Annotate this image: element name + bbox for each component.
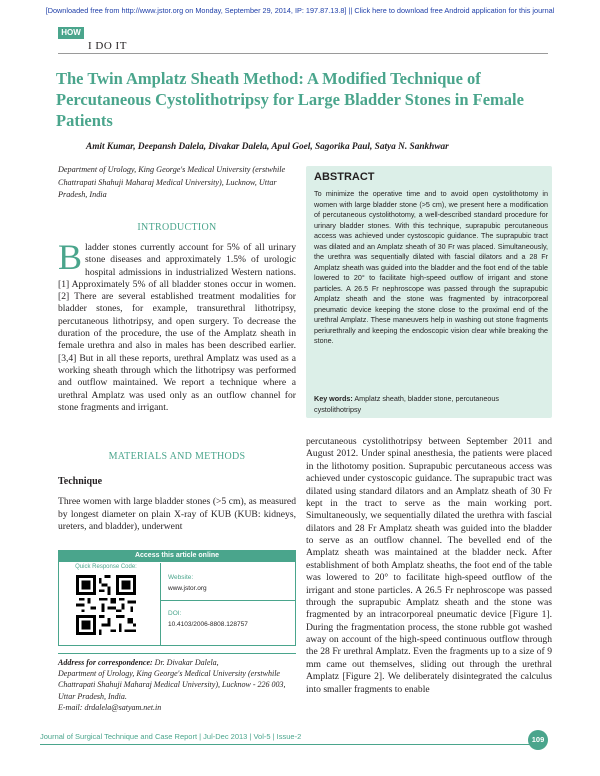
journal-footer: Journal of Surgical Technique and Case Report | Jul-Dec 2013 | Vol-5 | Issue-2 [40,732,302,741]
correspondence-rule [58,653,296,654]
intro-text: ladder stones currently account for 5% of all urinary stone diseases and approximately 1.5% of urologic hospital admissions in industrialized Western nations.[1] Approximately 5% of all bladder stones occur in women.[2] There are several established treatment modalities for bladder stones, for example, transurethral lithotripsy, percutaneous lithotripsy, and open surgery. To decrease the duration of the procedure, the use of the Amplatz sheath in female urethra and also in males has been described earlier.[3,4] But in all these reports, urethral Amplatz was used as a working sheath through which the lithotripsy was performed and outflow maintained. We report a technique where a urethral Amplatz was used only as an outflow channel for stone fragments and irrigant. [58,242,296,413]
qr-label: Quick Response Code: [75,564,137,570]
access-divider-vertical [160,563,161,645]
drop-cap: B [58,237,83,277]
correspondence-label: Address for correspondence: [58,658,153,667]
correspondence-address: Department of Urology, King George's Medical University (erstwhile Chattrapati Shahuji Maharaj Medical University), Lucknow - 226 003, Uttar Pradesh, India. [58,669,286,701]
keywords-label: Key words: [314,394,353,403]
correspondence-email[interactable]: E-mail: drdalela@satyam.net.in [58,702,162,712]
section-tag: HOW [58,27,84,39]
technique-subheading: Technique [58,476,103,487]
website-link[interactable]: www.jstor.org [168,585,207,592]
qr-code-icon[interactable] [76,575,136,635]
abstract-heading: ABSTRACT [314,171,375,183]
author-list: Amit Kumar, Deepansh Dalela, Divakar Dalela, Apul Goel, Sagorika Paul, Satya N. Sankhwar [86,142,449,152]
page-number: 109 [528,730,548,750]
section-label: I DO IT [88,40,127,52]
website-label: Website: [168,574,194,581]
methods-continued-text: percutaneous cystolithotripsy between September 2011 and August 2012. Under spinal anesthesia, the patients were placed in the lithotomy position. Suprapubic percutaneous access was achieved under cystoscopic guidance. The suprapubic tract was dilated using standard dilators and an Amplatz sheath of 30 Fr kept in the tract to serve as the main working port. Simultaneously, we sequentially dilated the urethra with fascial dilators and 28 Fr Amplatz sheath was guided into the bladder to serve as an outflow channel. The bevelled end of the Amplatz sheath was maintained at the bladder neck. After establishment of both Amplatz sheaths, the foot end of the table was lowered to 20° to facilitate high-speed outflow of the irrigant and stone particles. A 26.5 Fr nephroscope was passed through the suprapubic Amplatz sheath and the stone was fragmented by an intracorporeal pneumatic device [Figure 1]. During the fragmentation process, the stone rubble got washed away on account of the high-speed continuous outflow through the 28 Fr urethral Amplatz. Even the fragments up to a size of 9 mm came out themselves, sliding out through the urethral Amplatz [Figure 2]. We deliberately disintegrated the calculus into smaller fragments to enable [306,436,552,695]
keywords [314,394,548,415]
intro-heading: INTRODUCTION [137,222,217,233]
doi-link[interactable]: 10.4103/2006-8808.128757 [168,621,248,628]
article-title: The Twin Amplatz Sheath Method: A Modified Technique of Percutaneous Cystolithotripsy for Large Bladder Stones in Female Patients [56,69,524,130]
doi-label: DOI: [168,610,182,617]
section-divider [58,53,548,54]
correspondence-block [58,657,296,713]
download-banner[interactable]: [Downloaded free from http://www.jstor.org on Monday, September 29, 2014, IP: 197.87.13.8] || Click here to download free Android application for this journal [45,6,555,15]
abstract-text: To minimize the operative time and to avoid open cystolithotomy in women with large bladder stone (>5 cm), we present here a modification of percutaneous cystolithotomy, a well-described standard procedure for urinary bladder stones. With this technique, suprapubic percutaneous access was achieved under cystoscopic guidance. The suprapubic tract was dilated and an Amplatz sheath of 30 Fr was placed. Simultaneously, the urethra was sequentially dilated with fascial dilators and a 28 Fr Amplatz sheath was guided into the bladder and the foot end of the table lowered to 20° to facilitate high-speed outflow of irrigant and stone particles. A 26.5 Fr nephroscope was passed through the suprapubic Amplatz sheath and the stone was fragmented by intracorporeal pneumatic device keeping the stone close to the proximal end of the urethral Amplatz. These maneuvers help in washing out stone fragments periurethrally and keeping the endoscopic vision clear while breaking the stone. [314,189,548,345]
access-divider-horizontal [161,600,295,601]
affiliation: Department of Urology, King George's Medical University (erstwhile Chattrapati Shahuji Maharaj Medical University), Lucknow, Uttar Pradesh, India [58,165,286,199]
methods-heading: MATERIALS AND METHODS [108,451,246,462]
access-heading: Access this article online [58,550,296,562]
intro-paragraph [58,237,296,414]
footer-rule [40,744,530,745]
keywords-list: Amplatz sheath, bladder stone, percutaneous cystolithotripsy [314,394,500,414]
correspondence-name: Dr. Divakar Dalela, [154,658,219,667]
technique-text: Three women with large bladder stones (>5 cm), as measured by longest diameter on plain X-ray of KUB (KUB: kidneys, ureters, and bladder), underwent [58,496,296,532]
